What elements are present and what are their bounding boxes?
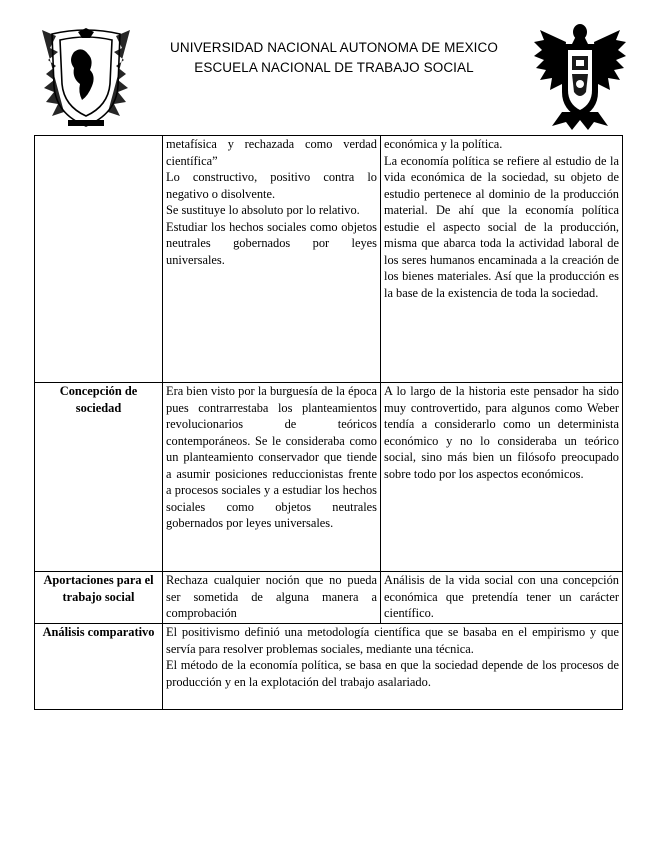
economia-politica-cell: A lo largo de la historia este pensador ha sido muy controvertido, para algunos como Weber tendía a considerarlo como un determinista económico y no lo consideraba un teórico social, sino más bien un filósofo preocupado sobre todo por los aspectos económicos. — [381, 383, 623, 572]
row-label: Análisis comparativo — [35, 624, 163, 710]
cell-paragraph: Lo constructivo, positivo contra lo negativo o disolvente. — [166, 170, 377, 201]
cell-paragraph: La economía política se refiere al estudio de la vida económica de la sociedad, su objeto de estudio pertenece al dominio de la producción material. De ahí que la economía política estudie el aspecto social de la producción, misma que abarca toda la actividad laboral de los seres humanos encaminada a la creación de los bienes materiales. Así que la producción es la base de la existencia de toda la sociedad. — [384, 153, 619, 300]
cell-paragraph: Se sustituye lo absoluto por lo relativo. — [166, 203, 360, 217]
table-row — [35, 136, 623, 383]
positivismo-cell — [163, 136, 381, 383]
institution-title — [140, 38, 528, 78]
cell-paragraph: metafísica y rechazada como verdad científica” — [166, 137, 377, 168]
table-row — [35, 624, 623, 710]
cell-paragraph: Estudiar los hechos sociales como objetos neutrales gobernados por leyes universales. — [166, 219, 377, 267]
economia-politica-cell: Análisis de la vida social con una concepción económica que pretendía tener un carácter científico. — [381, 572, 623, 624]
school-name: ESCUELA NACIONAL DE TRABAJO SOCIAL — [194, 60, 474, 75]
cell-paragraph: El positivismo definió una metodología científica que se basaba en el empirismo y que servía para resolver problemas sociales, mediante una técnica. — [166, 625, 619, 656]
cell-paragraph: económica y la política. — [384, 137, 503, 151]
row-label: Concepción de sociedad — [35, 383, 163, 572]
document-header — [0, 0, 655, 134]
economia-politica-cell — [381, 136, 623, 383]
ents-eagle-shield-icon — [532, 22, 628, 132]
positivismo-cell: Rechaza cualquier noción que no pueda ser sometida de alguna manera a comprobación — [163, 572, 381, 624]
unam-crest-icon — [38, 26, 134, 130]
university-name: UNIVERSIDAD NACIONAL AUTONOMA DE MEXICO — [170, 40, 498, 55]
comparison-table — [34, 135, 623, 710]
row-label: Aportaciones para el trabajo social — [35, 572, 163, 624]
analisis-cell — [163, 624, 623, 710]
row-label — [35, 136, 163, 383]
table-row — [35, 383, 623, 572]
table-row — [35, 572, 623, 624]
positivismo-cell: Era bien visto por la burguesía de la época pues contrarrestaba los planteamientos revolucionarios de teóricos contemporáneos. Se le consideraba como un planteamiento conservador que tiende a asumir posiciones reduccionistas frente a procesos sociales y a estudiar los hechos sociales como objetos neutrales gobernados por leyes universales. — [163, 383, 381, 572]
cell-paragraph: El método de la economía política, se basa en que la sociedad depende de los procesos de producción y en la explotación del trabajo asalariado. — [166, 658, 619, 689]
